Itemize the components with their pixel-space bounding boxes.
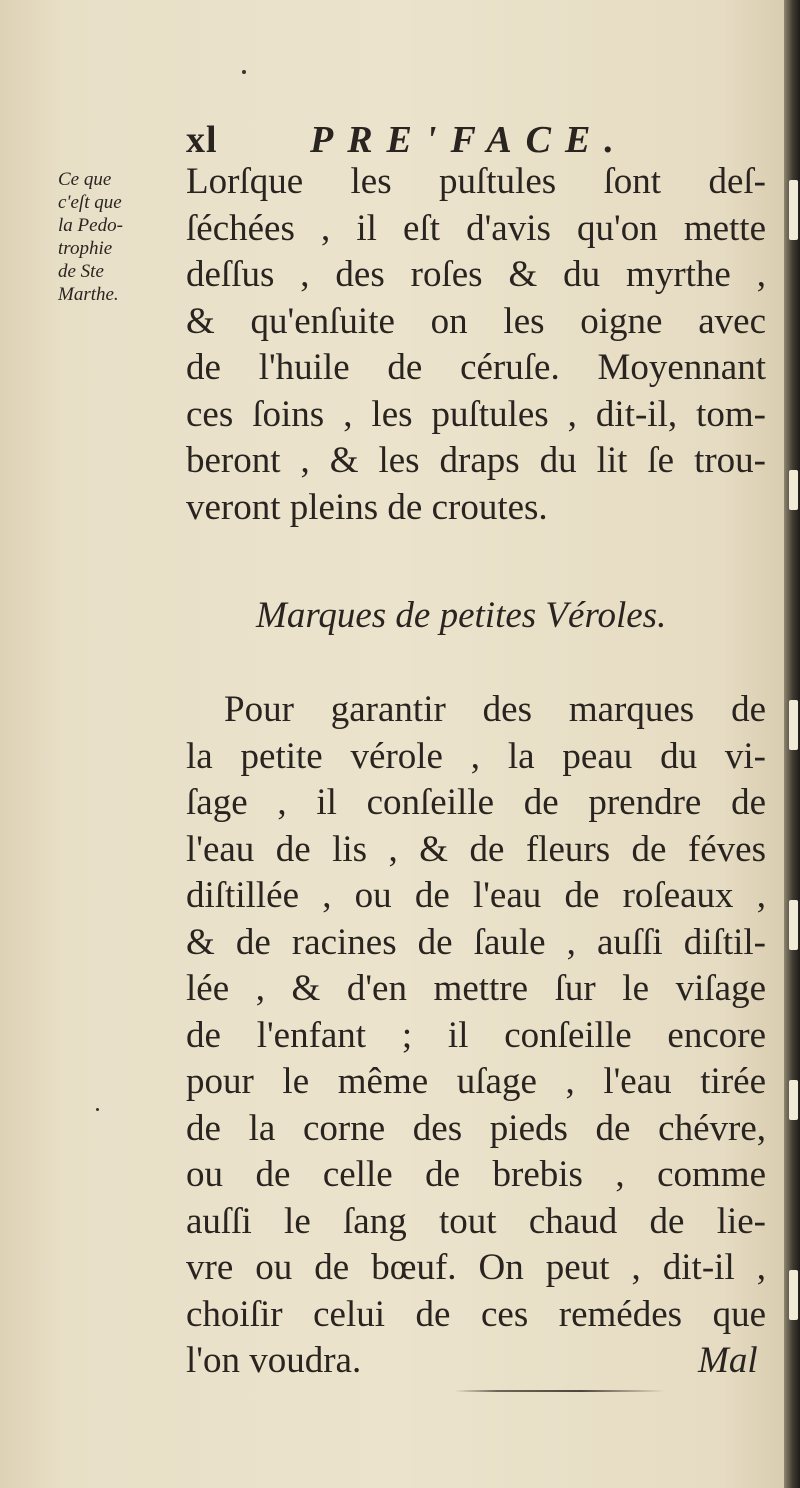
text-line: de l'enfant ; il conſeille encore	[186, 1014, 766, 1056]
running-title: PRE'FACE.	[310, 119, 628, 161]
text-line: l'eau de lis , & de fleurs de féves	[186, 828, 766, 870]
text-line: ou de celle de brebis , comme	[186, 1154, 766, 1195]
section-subheading: Marques de petites Véroles.	[256, 595, 667, 636]
text-line: choiſir celui de ces remédes que	[186, 1293, 766, 1335]
text-line: & de racines de ſaule , auſſi diſtil-	[186, 921, 766, 963]
text-line: de l'huile de céruſe. Moyennant	[186, 347, 766, 388]
margin-note-line: la Pedo-	[58, 215, 123, 236]
margin-note-line: Marthe.	[58, 284, 119, 305]
text-line: l'on voudra.	[186, 1340, 362, 1381]
margin-note-line: c'eſt que	[58, 192, 122, 213]
margin-note-line: trophie	[58, 238, 113, 259]
edge-tab	[789, 470, 798, 510]
edge-tab	[789, 1080, 798, 1120]
text-line: ſéchées , il eſt d'avis qu'on mette	[186, 207, 766, 249]
text-line: vre ou de bœuf. On peut , dit-il ,	[186, 1247, 766, 1288]
margin-note-line: de Ste	[58, 261, 104, 282]
text-line: & qu'enſuite on les oigne avec	[186, 300, 766, 342]
text-line: de la corne des pieds de chévre,	[186, 1107, 766, 1149]
edge-tab	[789, 700, 798, 750]
page-number: xl	[186, 119, 218, 161]
paper-speck	[96, 1108, 99, 1111]
text-line: Pour garantir des marques de	[224, 689, 766, 730]
text-line: la petite vérole , la peau du vi-	[186, 735, 766, 777]
text-line: ces ſoins , les puſtules , dit-il, tom-	[186, 393, 766, 435]
margin-note-line: Ce que	[58, 169, 112, 190]
text-line: veront pleins de croutes.	[186, 486, 548, 528]
edge-tab	[789, 180, 798, 240]
text-line: auſſi le ſang tout chaud de lie-	[186, 1200, 766, 1242]
text-line: ſage , il conſeille de prendre de	[186, 782, 766, 823]
text-line: diſtillée , ou de l'eau de roſeaux ,	[186, 875, 766, 916]
catchword: Mal	[698, 1340, 758, 1381]
text-line: Lorſque les puſtules ſont deſ-	[186, 161, 766, 202]
bottom-rule	[455, 1390, 665, 1392]
page-edge-shadow	[784, 0, 800, 1488]
margin-note	[58, 168, 188, 306]
text-line: lée , & d'en mettre ſur le viſage	[186, 968, 766, 1009]
edge-tab	[789, 1270, 798, 1320]
paper-speck	[242, 70, 246, 74]
text-line: beront , & les draps du lit ſe trou-	[186, 440, 766, 481]
text-line: pour le même uſage , l'eau tirée	[186, 1061, 766, 1102]
text-line: deſſus , des roſes & du myrthe ,	[186, 254, 766, 295]
edge-tab	[789, 900, 798, 950]
